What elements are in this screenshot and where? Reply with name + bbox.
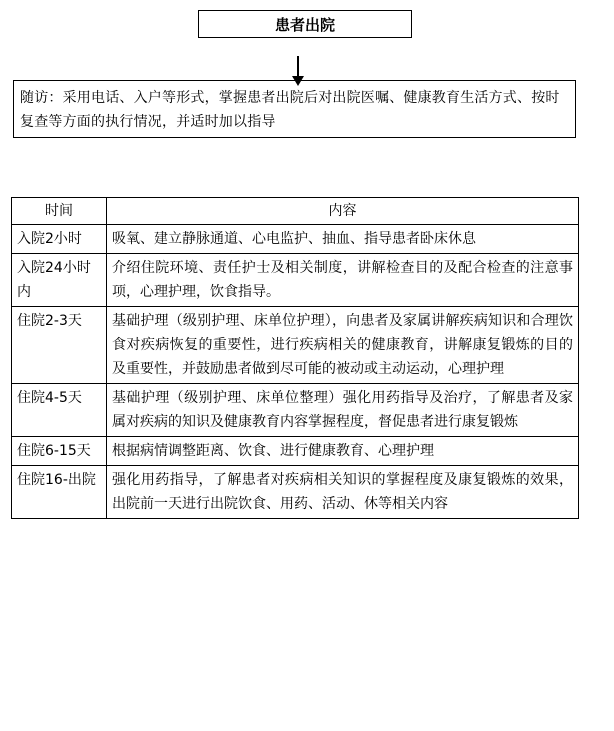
followup-text: 随访：采用电话、入户等形式，掌握患者出院后对出院医嘱、健康教育生活方式、按时复查等方面的执行情况，并适时加以指导 — [20, 90, 560, 130]
row-time: 住院6-15天 — [12, 437, 107, 466]
row-content: 吸氧、建立静脉通道、心电监护、抽血、指导患者卧床休息 — [107, 225, 579, 254]
header-content: 内容 — [107, 198, 579, 225]
table-header-row — [12, 198, 579, 225]
table-row — [12, 437, 579, 466]
row-time: 住院4-5天 — [12, 384, 107, 437]
table-row — [12, 307, 579, 384]
row-content: 基础护理（级别护理、床单位护理），向患者及家属讲解疾病知识和合理饮食对疾病恢复的重要性，进行疾病相关的健康教育，讲解康复锻炼的目的及重要性，并鼓励患者做到尽可能的被动或主动运动，心理护理 — [107, 307, 579, 384]
row-content: 介绍住院环境、责任护士及相关制度，讲解检查目的及配合检查的注意事项，心理护理，饮食指导。 — [107, 254, 579, 307]
table-row — [12, 254, 579, 307]
row-time: 入院24小时内 — [12, 254, 107, 307]
discharge-title: 患者出院 — [274, 15, 335, 34]
table-row — [12, 466, 579, 519]
row-content: 基础护理（级别护理、床单位整理）强化用药指导及治疗，了解患者及家属对疾病的知识及健康教育内容掌握程度，督促患者进行康复锻炼 — [107, 384, 579, 437]
table-row — [12, 384, 579, 437]
row-time: 住院16-出院 — [12, 466, 107, 519]
nursing-schedule-table — [11, 197, 579, 519]
discharge-title-box — [198, 10, 412, 38]
row-time: 住院2-3天 — [12, 307, 107, 384]
row-time: 入院2小时 — [12, 225, 107, 254]
row-content: 强化用药指导，了解患者对疾病相关知识的掌握程度及康复锻炼的效果，出院前一天进行出院饮食、用药、活动、休等相关内容 — [107, 466, 579, 519]
header-time: 时间 — [12, 198, 107, 225]
table-row — [12, 225, 579, 254]
row-content: 根据病情调整距离、饮食、进行健康教育、心理护理 — [107, 437, 579, 466]
followup-box — [13, 80, 576, 138]
flow-arrow-line — [297, 56, 299, 78]
